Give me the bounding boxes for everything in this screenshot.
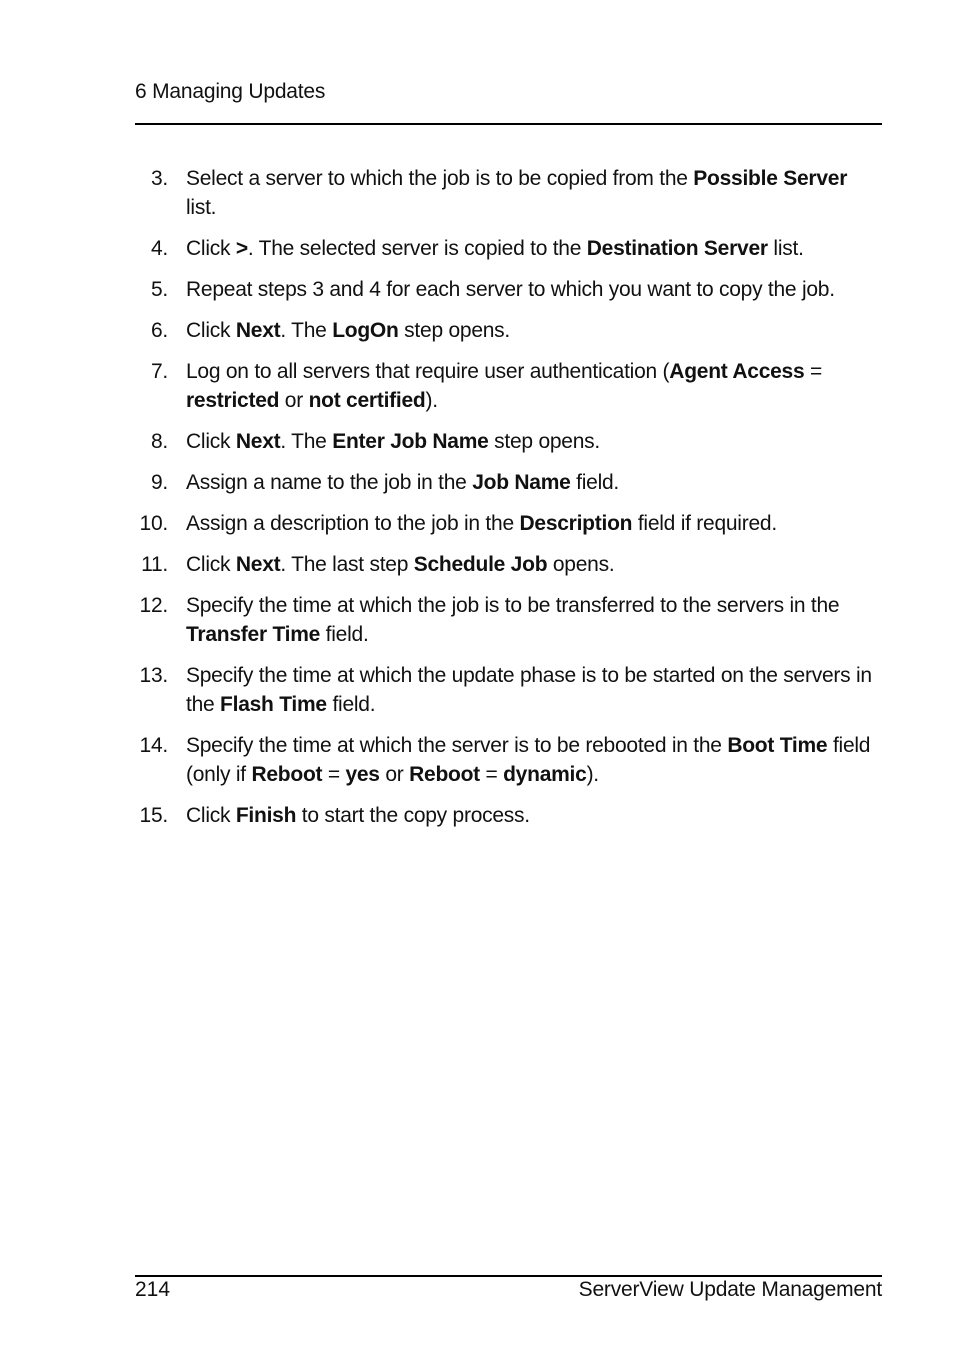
- step-text-run: list.: [767, 237, 804, 260]
- ui-term: Transfer Time: [186, 623, 321, 646]
- step-number: 7.: [150, 360, 168, 383]
- step-text-run: Repeat steps 3 and 4 for each server to which you want to copy the job.: [186, 278, 835, 301]
- step-text-run: =: [804, 360, 823, 383]
- page-number: 214: [135, 1278, 171, 1301]
- ui-term: Enter Job Name: [332, 430, 489, 453]
- ui-term: Reboot: [409, 763, 480, 786]
- ui-term: Agent Access: [669, 360, 805, 383]
- step-text: [186, 734, 870, 786]
- step-number: 13.: [139, 664, 168, 687]
- step-text-run: step opens.: [488, 430, 600, 453]
- step-text: [186, 360, 822, 412]
- step-text-run: Assign a name to the job in the: [186, 471, 473, 494]
- ui-term: not certified: [308, 389, 426, 412]
- step-text-run: Log on to all servers that require user authentication (: [186, 360, 670, 383]
- step-text-run: step opens.: [398, 319, 511, 342]
- ui-term: Flash Time: [220, 693, 327, 716]
- ui-term: yes: [345, 763, 380, 786]
- ui-term: Next: [235, 319, 281, 342]
- step-text-run: list.: [186, 196, 217, 219]
- step-number: 10.: [139, 512, 168, 535]
- step-item: [135, 509, 882, 538]
- ui-term: Reboot: [251, 763, 323, 786]
- step-text: [186, 319, 510, 342]
- step-text-run: Select a server to which the job is to be copied from the: [186, 167, 694, 190]
- step-text-run: Click: [186, 237, 236, 260]
- step-text-run: to start the copy process.: [296, 804, 530, 827]
- header-divider: [135, 123, 882, 125]
- step-text-run: =: [479, 763, 504, 786]
- step-number: 12.: [139, 594, 168, 617]
- step-text-run: =: [322, 763, 346, 786]
- step-text: [186, 237, 804, 260]
- ui-term: Job Name: [472, 471, 571, 494]
- step-text: [186, 167, 847, 219]
- ui-term: LogOn: [332, 319, 399, 342]
- step-item: [135, 468, 882, 497]
- step-text: [186, 278, 835, 301]
- step-text: [186, 471, 619, 494]
- step-text-run: Click: [186, 430, 236, 453]
- step-text-run: Specify the time at which the update phase is to be started on the servers in the: [186, 664, 872, 716]
- step-item: [135, 234, 882, 263]
- step-text-run: . The: [280, 319, 333, 342]
- step-item: [135, 731, 882, 789]
- product-name: ServerView Update Management: [578, 1278, 882, 1301]
- step-item: [135, 275, 882, 304]
- ui-term: Possible Server: [693, 167, 848, 190]
- ui-term: Destination Server: [586, 237, 768, 260]
- step-text-run: field.: [570, 471, 620, 494]
- step-item: [135, 801, 882, 830]
- step-text-run: Specify the time at which the server is to be rebooted in the: [186, 734, 728, 757]
- step-text: [186, 664, 872, 716]
- step-text-run: ).: [586, 763, 599, 786]
- step-text-run: Click: [186, 553, 236, 576]
- step-number: 3.: [150, 167, 168, 190]
- step-item: [135, 427, 882, 456]
- step-text-run: Click: [186, 804, 236, 827]
- step-text-run: field (only if: [186, 734, 871, 786]
- step-number: 5.: [150, 278, 168, 301]
- step-text-run: Specify the time at which the job is to be transferred to the servers in the: [186, 594, 840, 617]
- step-text: [186, 553, 614, 576]
- step-number: 15.: [139, 804, 168, 827]
- ui-term: Next: [235, 553, 281, 576]
- step-text-run: or: [379, 763, 410, 786]
- step-number: 8.: [150, 430, 168, 453]
- step-text-run: . The last step: [280, 553, 414, 576]
- step-item: [135, 164, 882, 222]
- step-text-run: Click: [186, 319, 236, 342]
- step-text: [186, 430, 600, 453]
- ui-term: Next: [235, 430, 281, 453]
- ui-term: dynamic: [503, 763, 587, 786]
- ui-term: Schedule Job: [413, 553, 548, 576]
- step-item: [135, 661, 882, 719]
- step-text-run: Assign a description to the job in the: [186, 512, 520, 535]
- ui-term: >: [235, 237, 248, 260]
- step-text-run: . The selected server is copied to the: [247, 237, 587, 260]
- ui-term: restricted: [186, 389, 280, 412]
- step-text: [186, 804, 530, 827]
- step-number: 4.: [150, 237, 168, 260]
- step-number: 11.: [141, 553, 168, 576]
- step-number: 9.: [150, 471, 168, 494]
- step-text-run: or: [279, 389, 309, 412]
- ui-term: Finish: [235, 804, 297, 827]
- step-item: [135, 550, 882, 579]
- step-item: [135, 316, 882, 345]
- chapter-title: 6 Managing Updates: [135, 80, 326, 103]
- step-text: [186, 594, 839, 646]
- step-text: [186, 512, 777, 535]
- ui-term: Boot Time: [727, 734, 828, 757]
- ui-term: Description: [519, 512, 633, 535]
- steps-list: [135, 164, 882, 842]
- step-item: [135, 357, 882, 415]
- step-text-run: field.: [326, 693, 376, 716]
- step-text-run: . The: [280, 430, 333, 453]
- step-text-run: ).: [425, 389, 438, 412]
- step-text-run: field.: [320, 623, 369, 646]
- step-text-run: field if required.: [632, 512, 777, 535]
- step-item: [135, 591, 882, 649]
- step-text-run: opens.: [547, 553, 615, 576]
- step-number: 6.: [150, 319, 168, 342]
- step-number: 14.: [139, 734, 168, 757]
